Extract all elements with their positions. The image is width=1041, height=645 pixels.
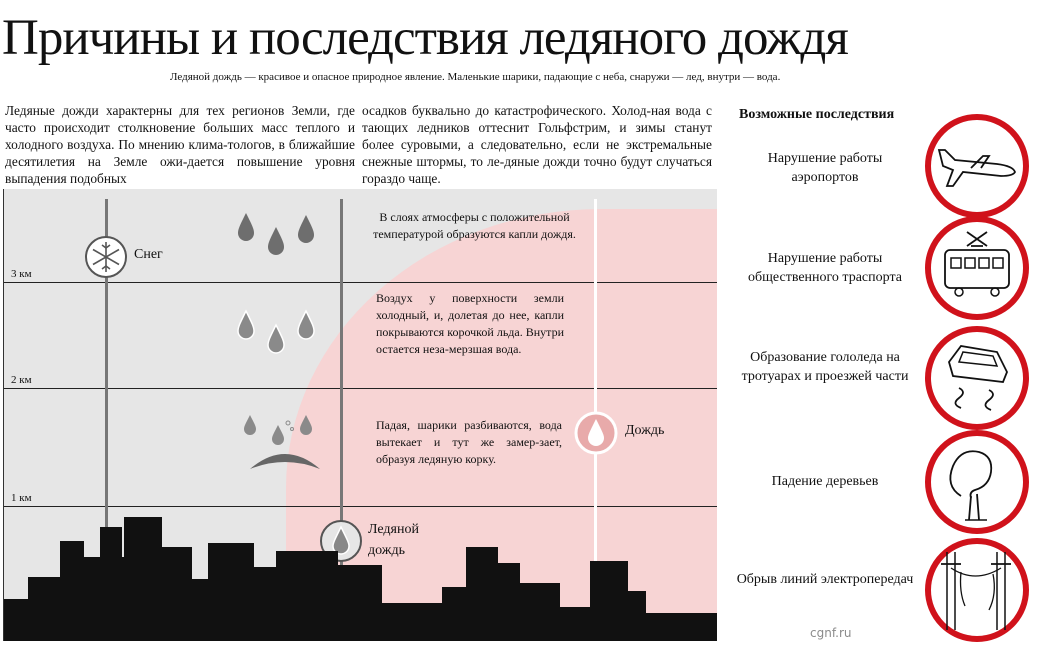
freezing-rain-label: Ледяной дождь <box>368 522 419 558</box>
consequence-label-airports: Нарушение работы аэропортов <box>767 151 883 185</box>
rain-label: Дождь <box>625 423 665 438</box>
credit-text: cgnf.ru <box>810 626 852 640</box>
city-skyline-image <box>4 507 717 641</box>
consequences-title: Возможные последствия <box>739 107 895 122</box>
consequence-circle-power <box>925 538 1029 642</box>
tram-icon <box>931 222 1023 314</box>
page-subtitle: Ледяной дождь — красивое и опасное природное явление. Маленькие шарики, падающие с неба, снаружи — лед, внутри — вода. <box>170 71 781 83</box>
page-title: Причины и последствия ледяного дождя <box>2 10 848 66</box>
atmosphere-diagram <box>3 189 717 641</box>
note-splash: Падая, шарики разбиваются, вода вытекает и тут же замер-зает, образуя ледяную корку. <box>376 418 562 466</box>
note-warm-layer: В слоях атмосферы с положительной температурой образуются капли дождя. <box>373 210 576 241</box>
altitude-label-1km: 1 км <box>11 492 32 504</box>
consequence-label-ice: Образование гололеда на тротуарах и проезжей части <box>741 350 909 384</box>
splash-drops-icon <box>240 411 330 481</box>
rain-drops-icon <box>236 211 326 261</box>
snow-label: Снег <box>134 247 163 262</box>
consequence-label-transport: Нарушение работы общественного траспорта <box>748 251 902 285</box>
consequence-label-power: Обрыв линий электропередач <box>736 572 914 587</box>
intro-column-1: Ледяные дожди характерны для тех регионов Земли, где часто происходит столкновение больших масс теплого и холодного воздуха. По мнению клима-тологов, в ближайшие десятилетия на Земле ожи-дается повышение уровня выпадения подобных <box>5 103 355 186</box>
snowflake-icon <box>84 235 128 279</box>
airplane-icon <box>931 120 1023 212</box>
intro-column-2: осадков буквально до катастрофического. Холод-ная вода с тающих ледников оттеснит Гольфстрим, и зимы станут более суровыми, а следовательно, если не экстремальные снежные штормы, то ле-дяные дожди точно будут случаться гораздо чаще. <box>362 103 712 186</box>
ice-coated-drops-icon <box>236 309 326 359</box>
altitude-label-3km: 3 км <box>11 268 32 280</box>
consequence-label-trees: Падение деревьев <box>771 474 879 489</box>
note-cold-surface: Воздух у поверхности земли холодный, и, долетая до нее, капли покрываются корочкой льда. Внутри остается неза-мерзшая вода. <box>376 291 564 356</box>
power-line-icon <box>931 544 1023 636</box>
altitude-label-2km: 2 км <box>11 374 32 386</box>
altitude-line-2km <box>4 388 717 389</box>
altitude-line-3km <box>4 282 717 283</box>
consequence-circle-airports <box>925 114 1029 218</box>
rain-drop-icon <box>573 410 619 456</box>
fallen-tree-icon <box>931 436 1023 528</box>
consequence-circle-trees <box>925 430 1029 534</box>
consequence-circle-ice <box>925 326 1029 430</box>
consequence-circle-transport <box>925 216 1029 320</box>
skidding-car-icon <box>931 332 1023 424</box>
